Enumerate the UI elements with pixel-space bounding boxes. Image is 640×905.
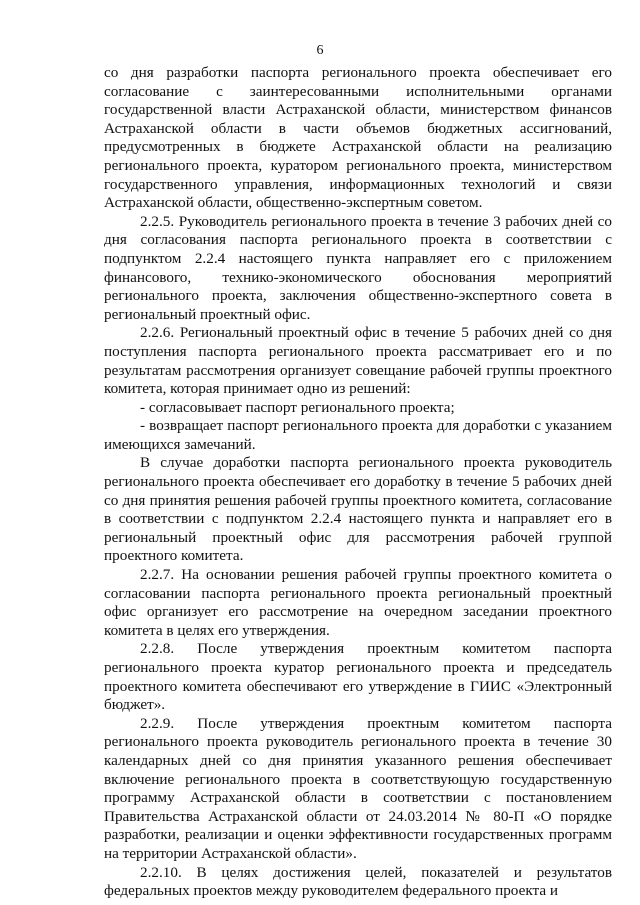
paragraph-2-2-7: 2.2.7. На основании решения рабочей группы проектного комитета о согласовании паспорта регионального проекта региональный проектный офис организует его рассмотрение на очередном заседании проектного комитета в целях его утверждения.: [104, 566, 612, 639]
paragraph-2-2-10: 2.2.10. В целях достижения целей, показателей и результатов федеральных проектов между руководителем федерального проекта и: [104, 863, 612, 900]
list-item-approve: - согласовывает паспорт регионального проекта;: [140, 398, 455, 416]
document-body: [104, 64, 612, 901]
paragraph-revision: В случае доработки паспорта регионального проекта руководитель регионального проекта обеспечивает его доработку в течение 5 рабочих дней со дня принятия решения рабочей группы проектного комитета, согласование в соответствии с подпунктом 2.2.4 настоящего пункта и направляет его в региональный проектный офис для рассмотрения рабочей группой проектного комитета.: [104, 454, 612, 565]
paragraph-2-2-5: 2.2.5. Руководитель регионального проекта в течение 3 рабочих дней со дня согласования паспорта регионального проекта в соответствии с подпунктом 2.2.4 настоящего пункта направляет его с приложением финансового, технико-экономического обоснования мероприятий регионального проекта, заключения общественно-экспертного совета в региональный проектный офис.: [104, 212, 612, 323]
paragraph-2-2-9: 2.2.9. После утверждения проектным комитетом паспорта регионального проекта руководитель регионального проекта в течение 30 календарных дней со дня принятия указанного решения обеспечивает включение регионального проекта в соответствующую государственную программу Астраханской области в соответствии с постановлением Правительства Астраханской области от 24.03.2014 № 80-П «О порядке разработки, реализации и оценки эффективности государственных программ на территории Астраханской области».: [104, 714, 612, 862]
paragraph-2-2-8: 2.2.8. После утверждения проектным комитетом паспорта регионального проекта куратор регионального проекта и председатель проектного комитета обеспечивают его утверждение в ГИИС «Электронный бюджет».: [104, 640, 612, 714]
list-item-return: - возвращает паспорт регионального проекта для доработки с указанием имеющихся замечаний.: [104, 417, 612, 453]
paragraph-2-2-6: 2.2.6. Региональный проектный офис в течение 5 рабочих дней со дня поступления паспорта регионального проекта рассматривает его и по результатам рассмотрения организует совещание рабочей группы проектного комитета, которая принимает одно из решений:: [104, 324, 612, 398]
paragraph-continuation: со дня разработки паспорта регионального проекта обеспечивает его согласование с заинтересованными исполнительными органами государственной власти Астраханской области, министерством финансов Астраханской области в части объемов бюджетных ассигнований, предусмотренных в бюджете Астраханской области на реализацию регионального проекта, куратором регионального проекта, министерством государственного управления, информационных технологий и связи Астраханской области, общественно-экспертным советом.: [104, 64, 612, 212]
page-number: 6: [316, 43, 324, 58]
